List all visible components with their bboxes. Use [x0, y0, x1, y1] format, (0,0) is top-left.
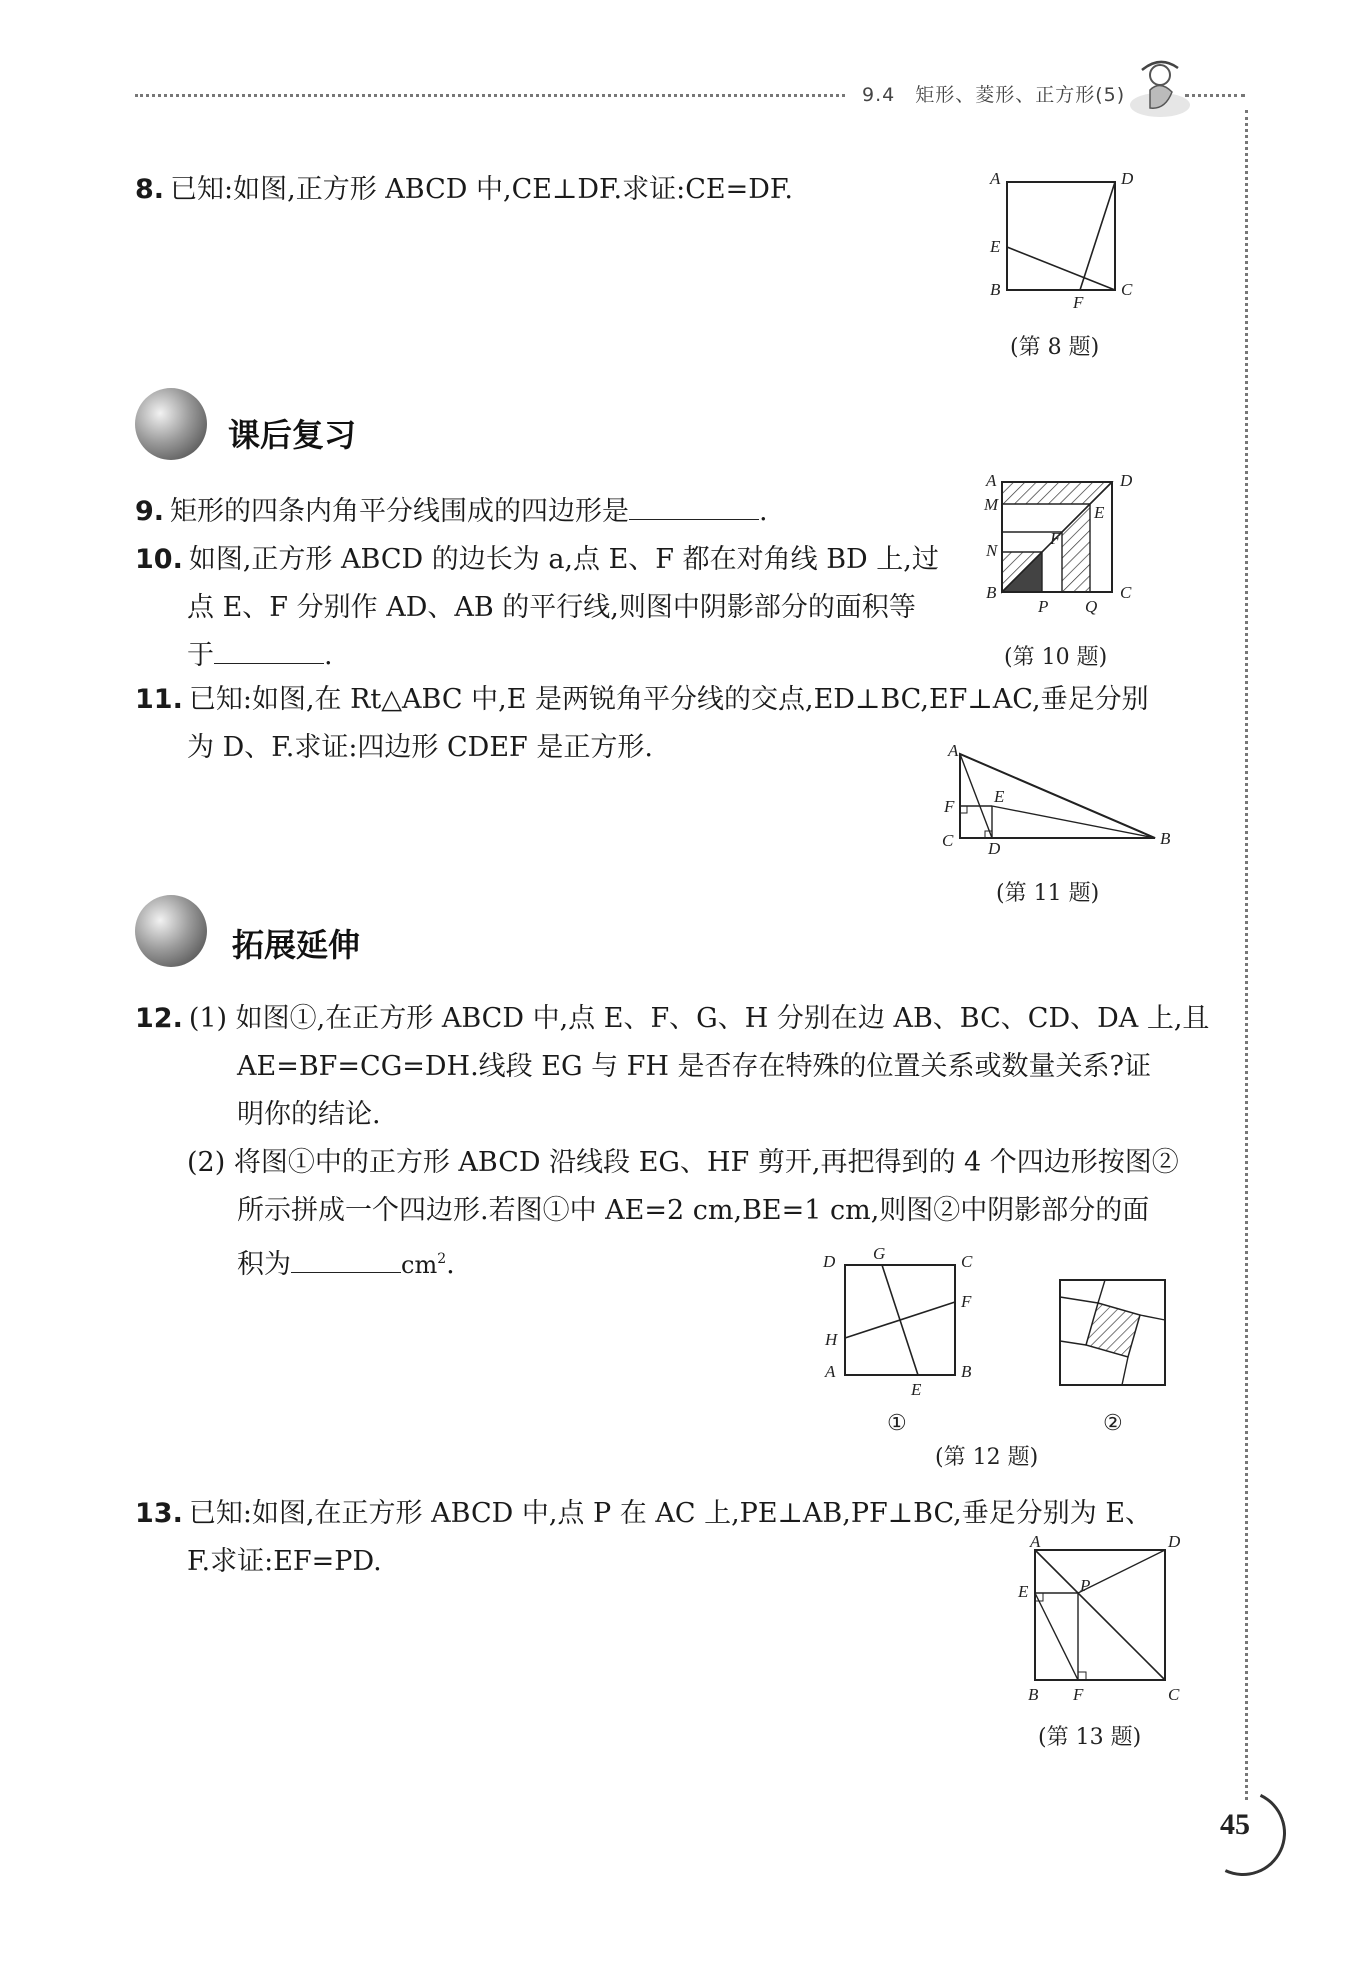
figure-q10: [980, 470, 1150, 620]
label-N: N: [986, 541, 998, 560]
punct: .: [324, 640, 333, 671]
label-C: C: [1121, 280, 1133, 299]
q12-part1-line2: AE=BF=CG=DH.线段 EG 与 FH 是否存在特殊的位置关系或数量关系?证: [237, 1051, 1152, 1082]
q10-line3-text: 于: [187, 640, 214, 671]
label-B: B: [961, 1362, 972, 1381]
question-text-line1: 已知:如图,在 Rt△ABC 中,E 是两锐角平分线的交点,ED⊥BC,EF⊥AC,垂足分别: [188, 684, 1149, 715]
header-section-title: 9.4 矩形、菱形、正方形(5): [862, 84, 1126, 106]
label-G: G: [873, 1245, 886, 1263]
label-C: C: [1168, 1685, 1180, 1704]
question-text-line1: 已知:如图,在正方形 ABCD 中,点 P 在 AC 上,PE⊥AB,PF⊥BC,垂足分别为 E、: [188, 1498, 1153, 1529]
question-number: 10.: [135, 544, 183, 575]
label-A: A: [990, 170, 1001, 188]
question-number: 11.: [135, 684, 183, 715]
section-title-extension: 拓展延伸: [232, 926, 361, 964]
header-rule: [135, 94, 845, 97]
question-13: [135, 1490, 1152, 1586]
question-number: 12.: [135, 1003, 183, 1034]
figure-label-2: ②: [1103, 1410, 1123, 1435]
label-E: E: [1018, 1582, 1029, 1601]
label-D: D: [1168, 1535, 1181, 1551]
label-M: M: [984, 495, 999, 514]
label-E: E: [911, 1380, 922, 1399]
answer-blank[interactable]: [214, 639, 324, 664]
label-E: E: [990, 237, 1001, 256]
label-D: D: [823, 1252, 836, 1271]
q12-part2-line2: 所示拼成一个四边形.若图①中 AE=2 cm,BE=1 cm,则图②中阴影部分的面: [237, 1195, 1150, 1226]
punct: .: [759, 496, 768, 527]
q12-part2-line1: (2) 将图①中的正方形 ABCD 沿线段 EG、HF 剪开,再把得到的 4 个四边形按图②: [187, 1147, 1179, 1178]
answer-blank[interactable]: [629, 495, 759, 520]
label-H: H: [825, 1330, 838, 1349]
figure-q13: [1010, 1535, 1185, 1710]
q12-part1-line1: (1) 如图①,在正方形 ABCD 中,点 E、F、G、H 分别在边 AB、BC、CD、DA 上,且: [188, 1003, 1210, 1034]
label-C: C: [961, 1252, 973, 1271]
label-A: A: [1030, 1535, 1041, 1551]
section-ball-icon: [135, 388, 207, 460]
figure-label-1: ①: [887, 1410, 907, 1435]
question-number: 13.: [135, 1498, 183, 1529]
label-E: E: [994, 787, 1005, 806]
q12-line3-text: 积为: [237, 1249, 291, 1280]
question-text-line2: F.求证:EF=PD.: [187, 1546, 382, 1577]
label-B: B: [986, 583, 997, 602]
question-8: [135, 166, 793, 214]
label-F: F: [944, 797, 955, 816]
question-text-line2: 点 E、F 分别作 AD、AB 的平行线,则图中阴影部分的面积等: [187, 592, 916, 623]
label-B: B: [1160, 829, 1171, 848]
label-A: A: [948, 742, 959, 760]
label-F: F: [1050, 529, 1061, 548]
caption-q13: (第 13 题): [1038, 1725, 1142, 1750]
question-9: [135, 488, 768, 536]
answer-blank[interactable]: [291, 1248, 401, 1273]
question-number: 9.: [135, 496, 165, 527]
q12-part1-line3: 明你的结论.: [237, 1099, 381, 1130]
figure-q8: [985, 170, 1145, 315]
unit: cm: [401, 1251, 438, 1279]
question-text-line2: 为 D、F.求证:四边形 CDEF 是正方形.: [187, 732, 653, 763]
label-B: B: [1028, 1685, 1039, 1704]
label-P: P: [1038, 597, 1049, 616]
page-number: 45: [1220, 1808, 1250, 1841]
label-F: F: [1073, 293, 1084, 312]
mascot-icon: [1120, 50, 1200, 130]
label-P: P: [1080, 1576, 1091, 1595]
label-E: E: [1094, 503, 1105, 522]
unit-exponent: 2: [437, 1251, 447, 1267]
question-text-line1: 如图,正方形 ABCD 的边长为 a,点 E、F 都在对角线 BD 上,过: [188, 544, 939, 575]
label-C: C: [942, 831, 954, 850]
figure-q12: [815, 1245, 1205, 1445]
caption-q11: (第 11 题): [996, 881, 1100, 906]
caption-q8: (第 8 题): [1010, 335, 1100, 360]
label-F: F: [961, 1292, 972, 1311]
label-B: B: [990, 280, 1001, 299]
section-ball-icon: [135, 895, 207, 967]
label-A: A: [825, 1362, 836, 1381]
question-number: 8.: [135, 174, 165, 205]
label-D: D: [1121, 170, 1134, 188]
caption-q10: (第 10 题): [1004, 645, 1108, 670]
question-10: [135, 536, 939, 680]
label-A: A: [986, 471, 997, 490]
label-Q: Q: [1085, 597, 1098, 616]
question-text-line3: [135, 632, 939, 680]
section-title-review: 课后复习: [228, 416, 357, 454]
label-F: F: [1073, 1685, 1084, 1704]
label-D: D: [1120, 471, 1133, 490]
side-rule: [1245, 110, 1248, 1800]
header-rule-right: [1185, 94, 1245, 97]
caption-q12: (第 12 题): [935, 1445, 1039, 1470]
punct: .: [446, 1249, 455, 1280]
question-text: 已知:如图,正方形 ABCD 中,CE⊥DF.求证:CE=DF.: [170, 174, 793, 205]
figure-q11: [930, 742, 1180, 857]
question-text: 矩形的四条内角平分线围成的四边形是: [170, 496, 630, 527]
label-C: C: [1120, 583, 1132, 602]
label-D: D: [988, 839, 1001, 857]
